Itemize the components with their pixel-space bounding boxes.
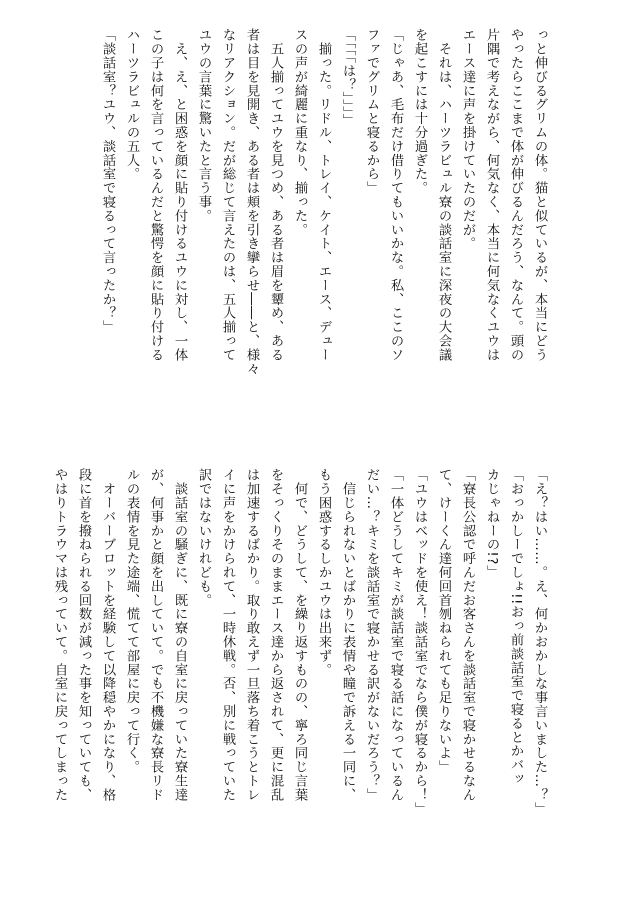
top-text-block (95, 28, 551, 428)
text-column: スの声が綺麗に重なり、揃った。 (292, 28, 307, 237)
text-column: それは、ハーツラビュル寮の談話室に深夜の大会議 (436, 28, 451, 362)
text-column: イに声をかけられて、一時休戦。否、別に戦っていた (220, 468, 235, 802)
text-column: 何で、どうして、を繰り返すものの、寧ろ同じ言葉 (292, 468, 307, 802)
text-column: をそっくりそのままエース達から返されて、更に混乱 (268, 468, 283, 802)
text-column: なリアクション。だが総じて言えたのは、五人揃って (220, 28, 235, 362)
text-column: カじゃねーの!?」 (484, 468, 499, 579)
text-column: 信じられないとばかりに表情や瞳で訴える一同に、 (340, 468, 355, 802)
text-column: ファでグリムと寝るから」 (364, 28, 379, 195)
text-column: を起こすには十分過ぎた。 (412, 28, 427, 195)
text-column: え、え、と困惑を顔に貼り付けるユウに対し、一体 (172, 28, 187, 362)
text-column: 「寮長公認で呼んだお客さんを談話室で寝かせるなん (460, 468, 475, 802)
text-column: ユウの言葉に驚いたと言う事。 (196, 28, 211, 223)
text-column: ハーツラビュルの五人。 (124, 28, 139, 181)
text-column: やはりトラウマは残っていて。自室に戻ってしまった (52, 468, 67, 802)
text-column: て、けーくん達何回首刎ねられても足りないよ」 (436, 468, 451, 774)
text-column: 訳ではないけれども。 (196, 468, 211, 607)
text-column: 談話室の騒ぎに、既に寮の自室に戻っていた寮生達 (172, 468, 187, 802)
text-column: 者は目を見開き、ある者は頬を引き攣らせ――と、様々 (244, 28, 259, 376)
text-column: やったらここまで体が伸びるんだろう、なんて。頭の (508, 28, 523, 362)
text-column: エース達に声を掛けていたのだが。 (460, 28, 475, 251)
text-column: 「おっかしーでしょ!!おっ前談話室で寝るとかバッ (508, 468, 523, 786)
text-column: オーバーブロットを経験して以降穏やかになり、格 (100, 468, 115, 802)
text-column: が、何事かと顔を出していて。でも不機嫌な寮長リド (148, 468, 163, 802)
text-column: だい…？キミを談話室で寝かせる訳がないだろう？」 (364, 468, 379, 802)
text-column: もう困惑するしかユウは出来ず。 (316, 468, 331, 677)
text-column: 揃った。リドル、トレイ、ケイト、エース、デュー (316, 28, 331, 362)
text-column: ルの表情を見た途端、慌てて部屋に戻って行く。 (124, 468, 139, 774)
text-column: 「「「「は？」」」」 (340, 28, 355, 128)
text-column: っと伸びるグリムの体。猫と似ているが、本当にどう (532, 28, 547, 362)
text-column: この子は何を言っているんだと驚愕を顔に貼り付ける (148, 28, 163, 362)
text-column: 「じゃあ、毛布だけ借りてもいいかな。私、ここのソ (388, 28, 403, 362)
text-column: 「談話室？ユウ、談話室で寝るって言ったか？」 (100, 28, 115, 334)
text-column: 「一体どうしてキミが談話室で寝る話になっているん (388, 468, 403, 802)
text-column: 片隅で考えながら、何気なく、本当に何気なくユウは (484, 28, 499, 362)
bottom-text-block (47, 468, 551, 868)
text-column: 五人揃ってユウを見つめ、ある者は眉を顰め、ある (268, 28, 283, 362)
text-column: は加速するばかり。取り敢えず一旦落ち着こうとトレ (244, 468, 259, 802)
text-column: 「ユウはベッドを使え！談話室でなら僕が寝るから！」 (412, 468, 427, 816)
text-column: 段に首を撥ねられる回数が減った事を知っていても、 (76, 468, 91, 802)
text-column: 「え？はい……。え、何かおかしな事言いました…？」 (532, 468, 547, 816)
